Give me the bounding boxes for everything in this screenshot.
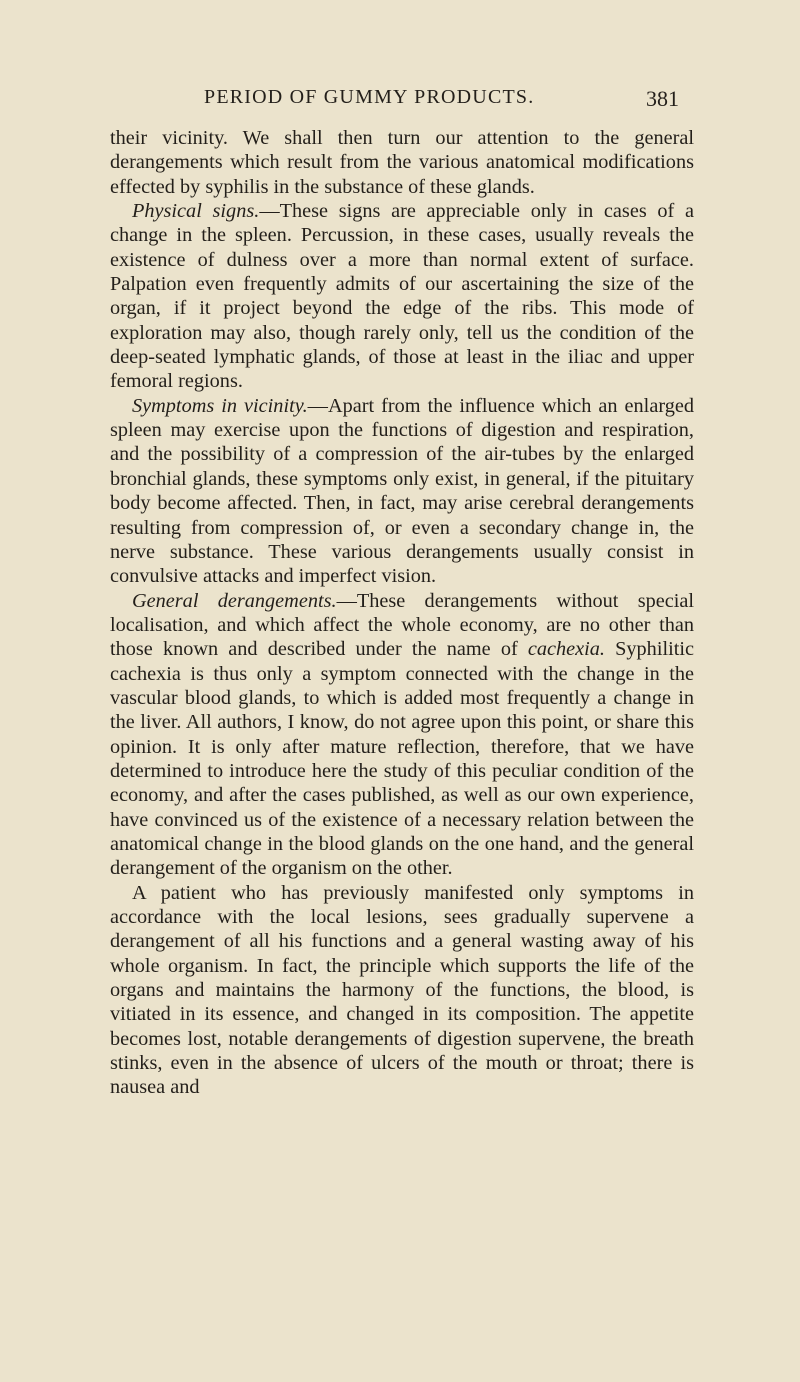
- paragraph-text: —These derangements without special localisation, and which affect the whole economy, are no other than those known and described under the name of: [110, 589, 695, 661]
- body-text: [110, 126, 694, 1100]
- section-heading-symptoms-in-vicinity: Symptoms in vicinity.: [132, 394, 308, 417]
- section-heading-general-derangements: General derangements.: [132, 589, 337, 612]
- paragraph-text: A patient who has previously manifested only symptoms in accordance with the local lesions, sees gradually supervene a derangement of all his functions and a general wasting away of his whole organism. In fact, the principle which supports the life of the organs and maintains the harmony of the functions, the blood, is vitiated in its essence, and changed in its composition. The appetite becomes lost, notable derangements of digestion supervene, the breath stinks, even in the absence of ulcers of the mouth or throat; there is nausea and: [110, 881, 694, 1099]
- page-number: 381: [646, 86, 679, 111]
- page-header: [0, 86, 800, 116]
- paragraph-general-derangements: [110, 589, 694, 881]
- paragraph-text: their vicinity. We shall then turn our attention to the general derangements which result from the various anatomical modifications effected by syphilis in the substance of these glands.: [110, 127, 694, 198]
- paragraph-patient: [110, 881, 694, 1100]
- running-title: PERIOD OF GUMMY PRODUCTS.: [204, 86, 535, 108]
- paragraph-text: —Apart from the influence which an enlarged spleen may exercise upon the functions of digestion and respiration, and the possibility of a compression of the air-tubes by the enlarged bronchial glands, these symptoms only exist, in general, if the pituitary body become affected. Then, in fact, may arise cerebral derangements resulting from compression of, or even a secondary change in, the nerve substance. These various derangements usually consist in convulsive attacks and imperfect vision.: [110, 394, 694, 588]
- section-heading-physical-signs: Physical signs.: [132, 200, 260, 223]
- paragraph-text: —These signs are appreciable only in cases of a change in the spleen. Percussion, in these cases, usually reveals the existence of dulness over a more than normal extent of surface. Palpation even frequently admits of our ascertaining the size of the organ, if it project beyond the edge of the ribs. This mode of exploration may also, though rarely only, tell us the condition of the deep-seated lymphatic glands, of those at least in the iliac and upper femoral regions.: [110, 200, 694, 393]
- paragraph-text: Syphilitic cachexia is thus only a symptom connected with the change in the vascular blood glands, to which is added most frequently a change in the liver. All authors, I know, do not agree upon this point, or share this opinion. It is only after mature reflection, therefore, that we have determined to introduce here the study of this peculiar condition of the economy, and after the cases published, as well as our own experience, have convinced us of the existence of a necessary relation between the anatomical change in the blood glands on the one hand, and the general derangement of the organism on the other.: [110, 638, 694, 880]
- paragraph-physical-signs: [110, 199, 694, 394]
- italic-term-cachexia: cachexia.: [527, 638, 605, 661]
- paragraph-continuation: [110, 126, 694, 199]
- paragraph-symptoms-in-vicinity: [110, 394, 694, 589]
